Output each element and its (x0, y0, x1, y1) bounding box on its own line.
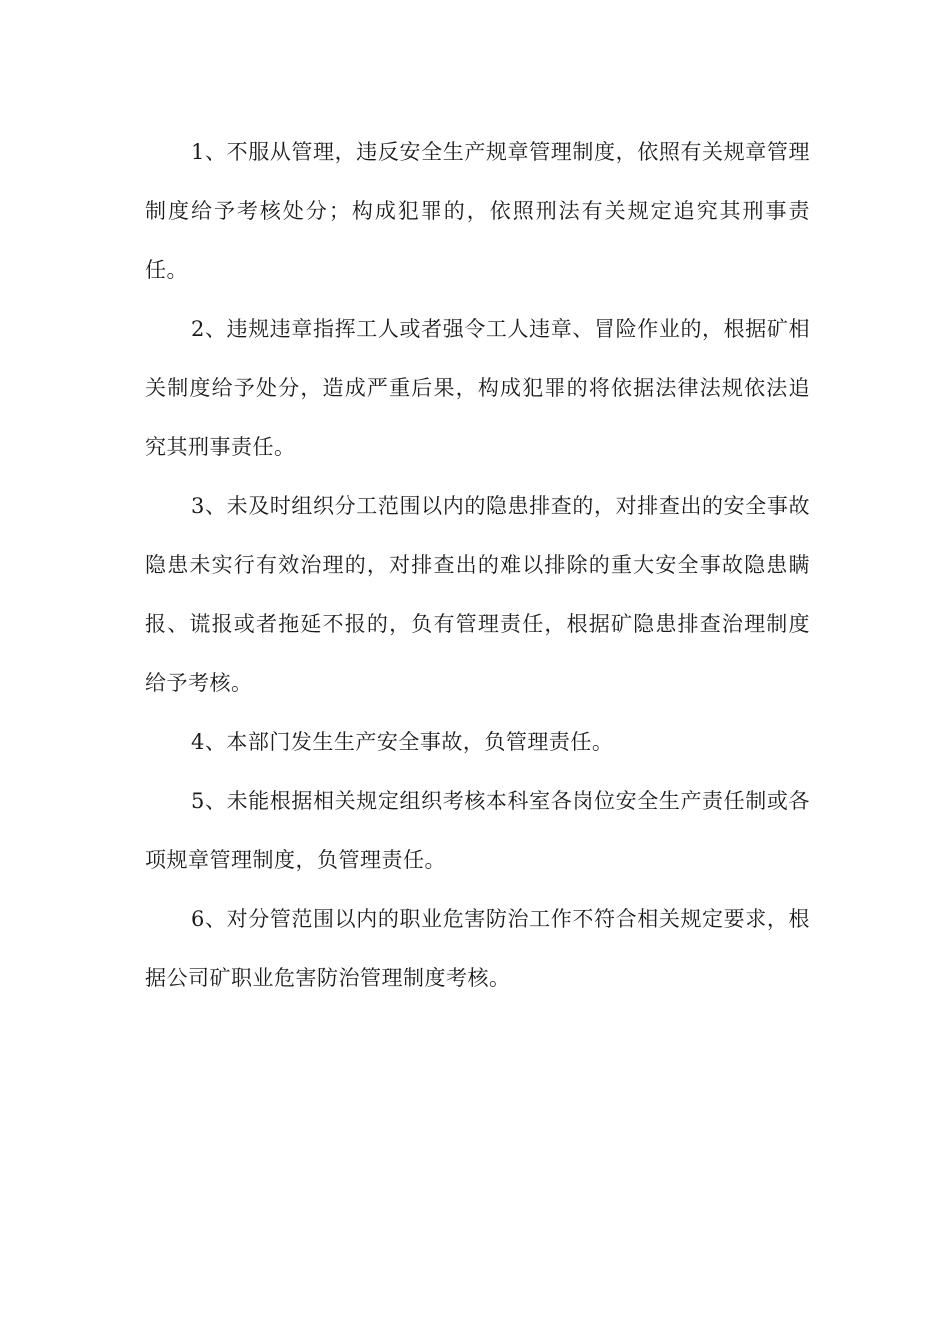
document-body (145, 123, 810, 1008)
paragraph-5: 5、未能根据相关规定组织考核本科室各岗位安全生产责任制或各项规章管理制度，负管理责任。 (145, 789, 810, 872)
paragraph-6: 6、对分管范围以内的职业危害防治工作不符合相关规定要求，根据公司矿职业危害防治管理制度考核。 (145, 907, 810, 990)
paragraph-4: 4、本部门发生生产安全事故，负管理责任。 (191, 730, 614, 754)
paragraph-2: 2、违规违章指挥工人或者强令工人违章、冒险作业的，根据矿相关制度给予处分，造成严重后果，构成犯罪的将依据法律法规依法追究其刑事责任。 (145, 317, 810, 459)
paragraph-3: 3、未及时组织分工范围以内的隐患排查的，对排查出的安全事故隐患未实行有效治理的，对排查出的难以排除的重大安全事故隐患瞒报、谎报或者拖延不报的，负有管理责任，根据矿隐患排查治理制度给予考核。 (145, 494, 810, 695)
paragraph-1: 1、不服从管理，违反安全生产规章管理制度，依照有关规章管理制度给予考核处分；构成犯罪的，依照刑法有关规定追究其刑事责任。 (145, 140, 810, 282)
